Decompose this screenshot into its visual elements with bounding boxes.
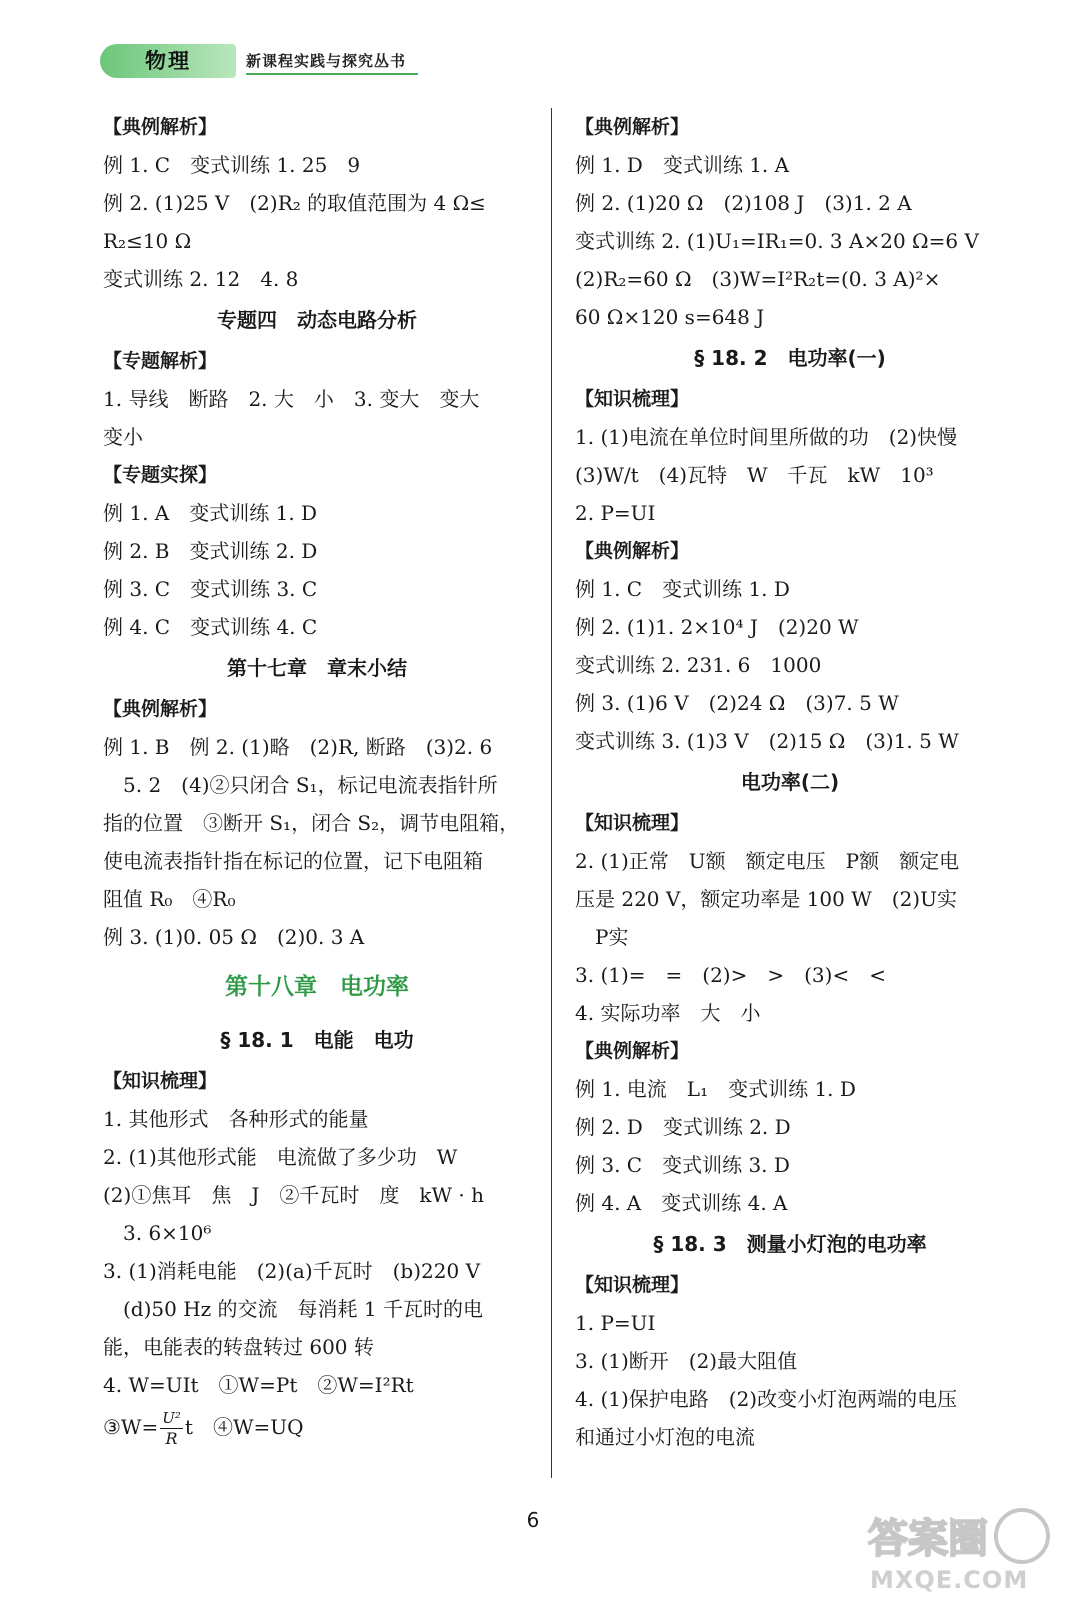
answer-line: 变式训练 2. (1)U₁=IR₁=0. 3 A×20 Ω=6 V (575, 229, 979, 253)
answer-line: (2)①焦耳 焦 J ②千瓦时 度 kW · h (103, 1183, 484, 1207)
left-column (103, 108, 531, 1450)
answer-line: (3)W/t (4)瓦特 W 千瓦 kW 10³ (575, 463, 934, 487)
chapter-heading: 第十八章 电功率 (225, 974, 409, 1000)
answer-line: 2. (1)其他形式能 电流做了多少功 W (103, 1145, 458, 1169)
answer-line: 1. (1)电流在单位时间里所做的功 (2)快慢 (575, 425, 958, 449)
answer-line: 4. 实际功率 大 小 (575, 1001, 761, 1025)
answer-line: 3. 6×10⁶ (123, 1221, 212, 1245)
watermark-logo (862, 1498, 1052, 1594)
section-tag: 【专题实探】 (103, 464, 218, 486)
formula-suffix: t ④W=UQ (184, 1415, 304, 1439)
series-title: 新课程实践与探究丛书 (246, 52, 407, 70)
answer-line: 例 1. B 例 2. (1)略 (2)R, 断路 (3)2. 6 (103, 735, 493, 759)
answer-line: 1. 其他形式 各种形式的能量 (103, 1107, 369, 1131)
answer-line: 2. P=UI (575, 501, 656, 525)
section-tag: 【典例解析】 (103, 116, 218, 138)
answer-line: 压是 220 V，额定功率是 100 W (2)U实 (575, 887, 957, 911)
answer-line: (2)R₂=60 Ω (3)W=I²R₂t=(0. 3 A)²× (575, 267, 941, 291)
answer-line: 例 4. C 变式训练 4. C (103, 615, 318, 639)
section-tag: 【专题解析】 (103, 350, 218, 372)
answer-line: 和通过小灯泡的电流 (575, 1425, 755, 1449)
answer-line: 3. (1)= = (2)> > (3)< < (575, 963, 886, 987)
section-tag: 【知识梳理】 (575, 812, 690, 834)
answer-line: 例 3. (1)0. 05 Ω (2)0. 3 A (103, 925, 365, 949)
answer-line: 4. (1)保护电路 (2)改变小灯泡两端的电压 (575, 1387, 958, 1411)
section-tag: 【典例解析】 (575, 540, 690, 562)
answer-line: 例 1. A 变式训练 1. D (103, 501, 318, 525)
answer-line: 变式训练 3. (1)3 V (2)15 Ω (3)1. 5 W (575, 729, 959, 753)
page-number: 6 (526, 1508, 540, 1532)
fraction-numerator: U² (162, 1408, 181, 1427)
answer-line: 例 4. A 变式训练 4. A (575, 1191, 788, 1215)
section-tag: 【典例解析】 (103, 698, 218, 720)
section-tag: 【知识梳理】 (103, 1070, 218, 1092)
section-heading: § 18. 1 电能 电功 (220, 1028, 414, 1052)
section-tag: 【知识梳理】 (575, 1274, 690, 1296)
formula-prefix: ③W= (103, 1415, 159, 1439)
watermark-url: MXQE.COM (870, 1566, 1029, 1594)
answer-line: 能，电能表的转盘转过 600 转 (103, 1335, 374, 1359)
answer-line: (d)50 Hz 的交流 每消耗 1 千瓦时的电 (123, 1297, 483, 1321)
fraction-denominator: R (165, 1428, 178, 1448)
right-column (575, 108, 1005, 1456)
fraction (160, 1408, 183, 1448)
answer-line: 例 2. (1)25 V (2)R₂ 的取值范围为 4 Ω≤ (103, 191, 486, 215)
answer-line: 阻值 R₀ ④R₀ (103, 887, 236, 911)
formula-line (103, 1404, 531, 1450)
answer-line: 1. 导线 断路 2. 大 小 3. 变大 变大 (103, 387, 480, 411)
answer-line: 例 3. (1)6 V (2)24 Ω (3)7. 5 W (575, 691, 899, 715)
answer-line: 例 3. C 变式训练 3. C (103, 577, 318, 601)
answer-line: 使电流表指针指在标记的位置，记下电阻箱 (103, 849, 483, 873)
section-tag: 【知识梳理】 (575, 388, 690, 410)
section-heading: § 18. 2 电功率(一) (694, 346, 886, 370)
answer-line: 例 1. C 变式训练 1. 25 9 (103, 153, 361, 177)
answer-line: 例 2. B 变式训练 2. D (103, 539, 318, 563)
answer-line: 60 Ω×120 s=648 J (575, 305, 765, 329)
answer-line: 例 1. 电流 L₁ 变式训练 1. D (575, 1077, 856, 1101)
answer-line: 2. (1)正常 U额 额定电压 P额 额定电 (575, 849, 960, 873)
section-tag: 【典例解析】 (575, 116, 690, 138)
topic-heading: 专题四 动态电路分析 (217, 308, 417, 332)
answer-line: 变小 (103, 425, 143, 449)
answer-line: 4. W=UIt ①W=Pt ②W=I²Rt (103, 1373, 414, 1397)
subject-badge: 物理 (100, 44, 236, 78)
answer-line: P实 (595, 925, 629, 949)
section-heading: § 18. 3 测量小灯泡的电功率 (653, 1232, 927, 1256)
answer-line: 3. (1)消耗电能 (2)(a)千瓦时 (b)220 V (103, 1259, 481, 1283)
answer-line: 变式训练 2. 12 4. 8 (103, 267, 299, 291)
section-tag: 【典例解析】 (575, 1040, 690, 1062)
answer-line: 3. (1)断开 (2)最大阻值 (575, 1349, 798, 1373)
answer-line: 1. P=UI (575, 1311, 656, 1335)
answer-line: R₂≤10 Ω (103, 229, 192, 253)
answer-line: 例 2. D 变式训练 2. D (575, 1115, 791, 1139)
answer-line: 例 1. D 变式训练 1. A (575, 153, 790, 177)
answer-line: 例 2. (1)1. 2×10⁴ J (2)20 W (575, 615, 859, 639)
answer-line: 指的位置 ③断开 S₁，闭合 S₂，调节电阻箱， (103, 811, 520, 835)
chapter-summary-heading: 第十七章 章末小结 (227, 656, 407, 680)
answer-line: 例 2. (1)20 Ω (2)108 J (3)1. 2 A (575, 191, 912, 215)
section-heading: 电功率(二) (740, 770, 840, 794)
answer-line: 5. 2 (4)②只闭合 S₁，标记电流表指针所 (123, 773, 498, 797)
column-divider (551, 108, 552, 1478)
page-header (100, 40, 440, 80)
series-underline (246, 73, 418, 75)
answer-line: 例 3. C 变式训练 3. D (575, 1153, 790, 1177)
watermark-text: 答案圈 (868, 1516, 988, 1562)
answer-line: 变式训练 2. 231. 6 1000 (575, 653, 822, 677)
answer-line: 例 1. C 变式训练 1. D (575, 577, 790, 601)
